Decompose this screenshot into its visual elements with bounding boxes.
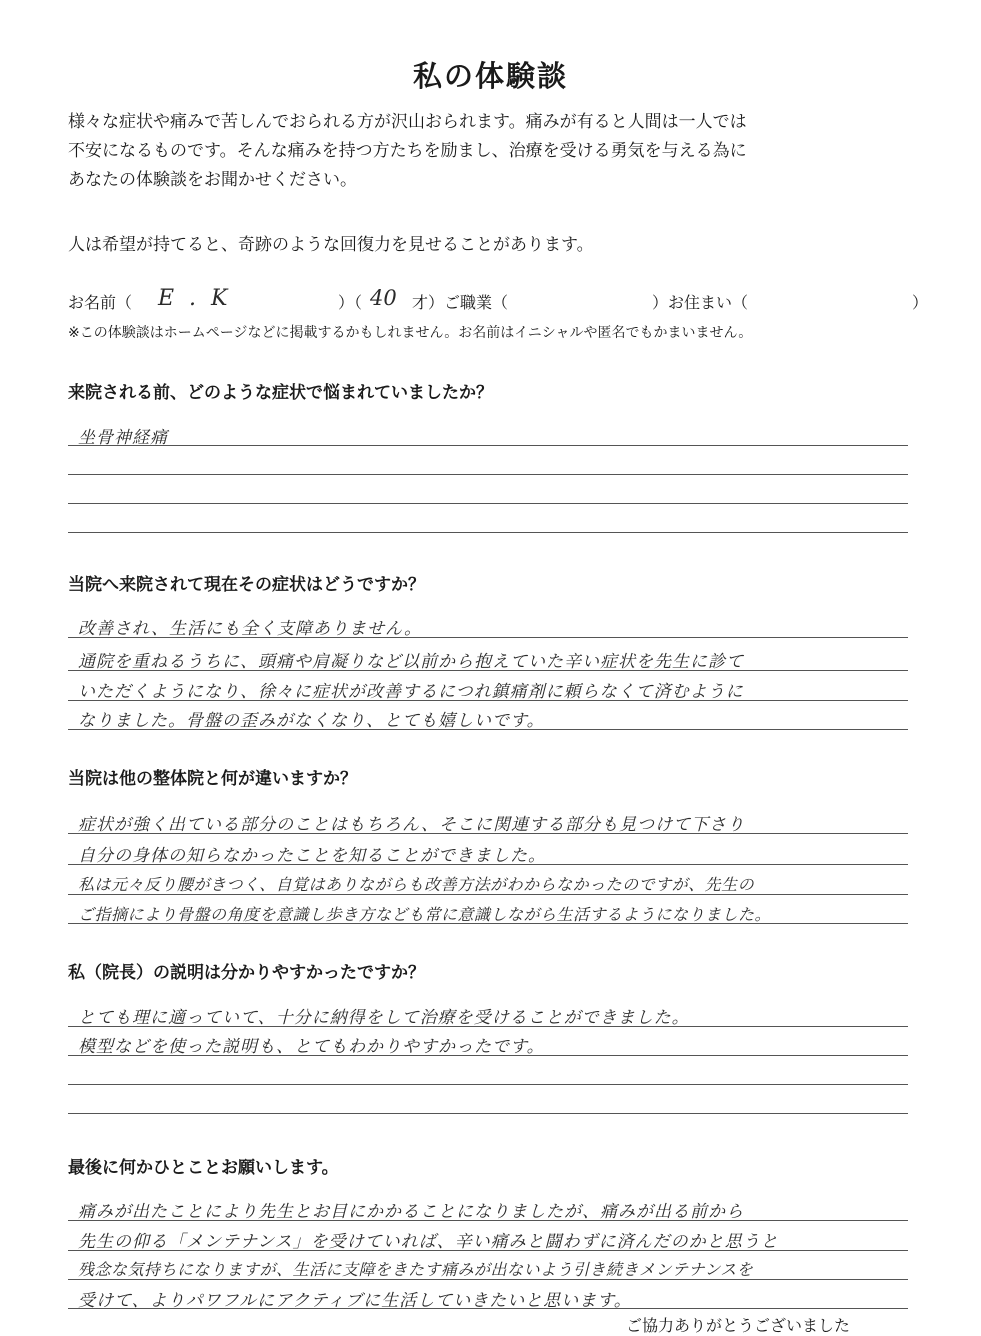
answer-line: 自分の身体の知らなかったことを知ることができました。	[78, 846, 546, 866]
answer-rule	[68, 864, 908, 865]
answer-rule	[68, 923, 908, 924]
question-5: 最後に何かひとことお願いします。	[68, 1158, 339, 1178]
answer-rule	[68, 729, 908, 730]
answer-rule	[68, 1250, 908, 1251]
answer-line: 先生の仰る「メンテナンス」を受けていれば、辛い痛みと闘わずに済んだのかと思うと	[78, 1232, 779, 1252]
question-3: 当院は他の整体院と何が違いますか？	[68, 769, 357, 789]
answer-rule	[68, 1084, 908, 1085]
thanks-text: ご協力ありがとうございました	[626, 1316, 851, 1335]
answer-line: 受けて、よりパワフルにアクティブに生活していきたいと思います。	[78, 1291, 632, 1311]
answer-line: ご指摘により骨盤の角度を意識し歩き方なども常に意識しながら生活するようになりました。	[78, 905, 772, 924]
residence-close: ）	[912, 293, 929, 312]
answer-line: 模型などを使った説明も、とてもわかりやすかったです。	[78, 1037, 545, 1057]
name-value: E . K	[158, 286, 232, 311]
age-open: ）（	[338, 293, 363, 312]
answer-line: 坐骨神経痛	[78, 428, 168, 448]
age-value: 40	[370, 286, 397, 310]
answer-rule	[68, 503, 908, 504]
answer-rule	[68, 1113, 908, 1114]
question-4: 私（院長）の説明は分かりやすかったですか？	[68, 963, 425, 983]
hope-text: 人は希望が持てると、奇跡のような回復力を見せることがあります。	[68, 235, 594, 255]
intro-line: 様々な症状や痛みで苦しんでおられる方が沢山おられます。痛みが有ると人間は一人では	[68, 112, 747, 132]
answer-rule	[68, 670, 908, 671]
answer-line: なりました。骨盤の歪みがなくなり、とても嬉しいです。	[78, 711, 545, 731]
answer-line: とても理に適っていて、十分に納得をして治療を受けることができました。	[78, 1008, 690, 1028]
answer-line: 症状が強く出ている部分のことはもちろん、そこに関連する部分も見つけて下さり	[78, 815, 746, 835]
answer-rule	[68, 1220, 908, 1221]
answer-line: 痛みが出たことにより先生とお目にかかることになりましたが、痛みが出る前から	[78, 1202, 744, 1222]
intro-text	[68, 108, 908, 195]
question-1: 来院される前、どのような症状で悩まれていましたか？	[68, 383, 493, 403]
answer-rule	[68, 1308, 908, 1309]
answer-line: 私は元々反り腰がきつく、自覚はありながらも改善方法がわからなかったのですが、先生の	[78, 875, 755, 894]
answer-line: いただくようになり、徐々に症状が改善するにつれ鎮痛剤に頼らなくて済むように	[78, 682, 744, 702]
answer-rule	[68, 445, 908, 446]
answer-rule	[68, 532, 908, 533]
answer-line: 残念な気持ちになりますが、生活に支障をきたす痛みが出ないよう引き続きメンテナンスを	[78, 1260, 754, 1279]
residence-label: ）お住まい（	[652, 293, 749, 312]
age-label: 才）ご職業（	[412, 293, 509, 312]
answer-rule	[68, 700, 908, 701]
answer-rule	[68, 474, 908, 475]
answer-rule	[68, 1055, 908, 1056]
notice-text: ※この体験談はホームページなどに掲載するかもしれません。お名前はイニシャルや匿名でもかまいません。	[68, 325, 753, 341]
answer-rule	[68, 1026, 908, 1027]
answer-line: 改善され、生活にも全く支障ありません。	[78, 619, 423, 639]
question-2: 当院へ来院されて現在その症状はどうですか？	[68, 575, 425, 595]
answer-rule	[68, 833, 908, 834]
page-title: 私の体験談	[412, 59, 568, 93]
name-label: お名前（	[68, 293, 133, 312]
answer-rule	[68, 637, 908, 638]
answer-line: 通院を重ねるうちに、頭痛や肩凝りなど以前から抱えていた辛い症状を先生に診て	[78, 652, 744, 672]
answer-rule	[68, 894, 908, 895]
intro-line: あなたの体験談をお聞かせください。	[68, 170, 357, 190]
answer-rule	[68, 1279, 908, 1280]
intro-line: 不安になるものです。そんな痛みを持つ方たちを励まし、治療を受ける勇気を与える為に	[68, 141, 747, 161]
